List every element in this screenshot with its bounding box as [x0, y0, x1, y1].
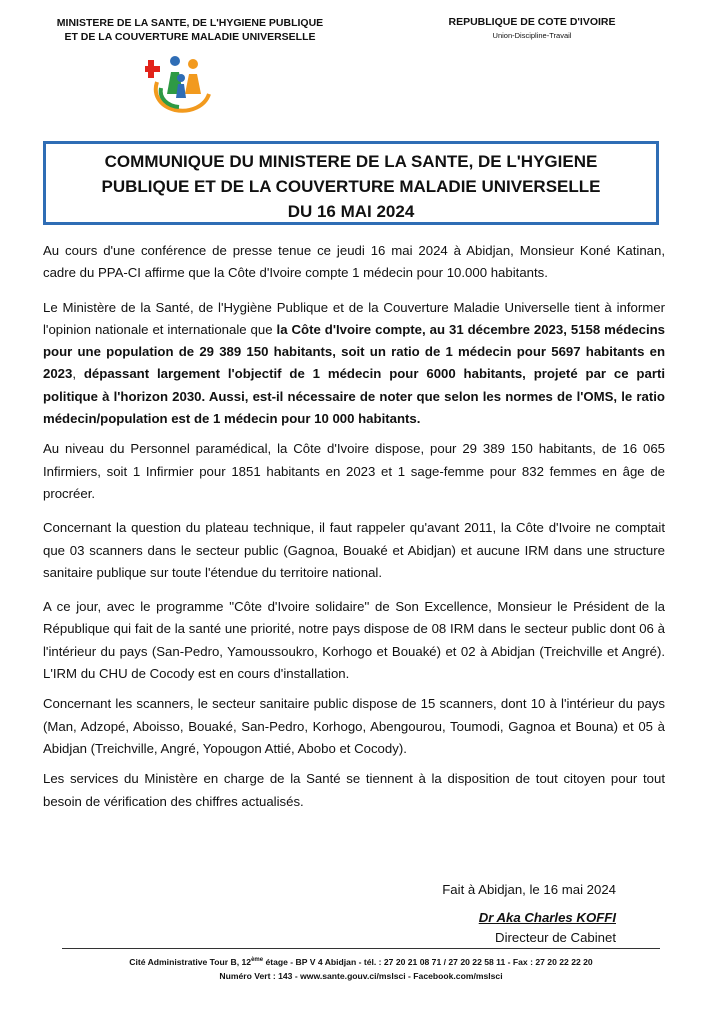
signature-block: [380, 880, 616, 948]
title-line1: COMMUNIQUE DU MINISTERE DE LA SANTE, DE L'HYGIENE: [104, 152, 598, 171]
paragraph-doctor-ratio: [43, 297, 665, 431]
title-line3: DU 16 MAI 2024: [287, 202, 415, 221]
footer-address-a: Cité Administrative Tour B, 12: [129, 956, 252, 967]
p2-bold-stat: la Côte d'Ivoire compte, au 31 décembre 2023, 5158 médecins pour une population de 29 389 150 habitants, soit un ratio de 1 médecin pour 5697 habitants en 2023: [43, 321, 665, 382]
communique-body: [43, 240, 665, 825]
footer-address: [62, 953, 660, 969]
footer-web: Numéro Vert : 143 - www.sante.gouv.ci/mslsci - Facebook.com/mslsci: [219, 970, 503, 981]
republic-motto: Union-Discipline-Travail: [492, 31, 572, 40]
paragraph-verification: Les services du Ministère en charge de la Santé se tiennent à la disposition de tout citoyen pour tout besoin de vérification des chiffres actualisés.: [43, 771, 665, 809]
ministry-name-line2: ET DE LA COUVERTURE MALADIE UNIVERSELLE: [64, 31, 316, 43]
p2-bold-objective: dépassant largement l'objectif de 1 médecin pour 6000 habitants, projeté par ce parti politique à l'horizon 2030. Aussi, est-il nécessaire de noter que selon les normes de l'OMS, le ratio médecin/population est de 1 médecin pour 10 000 habitants.: [43, 366, 666, 427]
signatory-name: Dr Aka Charles KOFFI: [478, 910, 616, 925]
p2-separator: ,: [72, 366, 84, 382]
footer-divider: [62, 948, 660, 949]
footer-address-sup: ème: [251, 957, 264, 963]
title-line2: PUBLIQUE ET DE LA COUVERTURE MALADIE UNIVERSELLE: [101, 177, 601, 196]
republic-name: REPUBLIQUE DE COTE D'IVOIRE: [448, 16, 616, 28]
footer-address-b: étage - BP V 4 Abidjan - tél. : 27 20 21 08 71 / 27 20 22 58 11 - Fax : 27 20 22 22 20: [263, 956, 593, 967]
paragraph-scanners: Concernant les scanners, le secteur sanitaire public dispose de 15 scanners, dont 10 à l'intérieur du pays (Man, Adzopé, Aboisso, Bouaké, San-Pedro, Korhogo, Abengourou, Toumodi, Gagnoa et Bouna) et 05 à Abidjan (Treichville, Angré, Yopougon Attié, Abobo et Cocody).: [43, 696, 665, 756]
paragraph-technical-platform: Concernant la question du plateau technique, il faut rappeler qu'avant 2011, la Côte d'Ivoire ne comptait que 03 scanners dans le secteur public (Gagnoa, Bouaké et Abidjan) et aucune IRM dans une structure sanitaire publique sur toute l'étendue du territoire national.: [43, 520, 665, 580]
ministry-logo-icon: [145, 48, 215, 114]
place-date: Fait à Abidjan, le 16 mai 2024: [442, 882, 616, 897]
paragraph-paramedical: Au niveau du Personnel paramédical, la Côte d'Ivoire dispose, pour 29 389 150 habitants, de 16 065 Infirmiers, soit 1 Infirmier pour 1851 habitants en 2023 et 1 sage-femme pour 832 femmes en âge de procréer.: [43, 441, 665, 501]
p2-intro: Le Ministère de la Santé, de l'Hygiène Publique et de la Couverture Maladie Universelle tient à informer l'opinion nationale et internationale que: [43, 299, 665, 337]
footer-contact: [62, 953, 660, 983]
ministry-header: [40, 16, 340, 44]
paragraph-press-conference: Au cours d'une conférence de presse tenue ce jeudi 16 mai 2024 à Abidjan, Monsieur Koné Katinan, cadre du PPA-CI affirme que la Côte d'Ivoire compte 1 médecin pour 10.000 habitants.: [43, 243, 665, 281]
paragraph-mri: A ce jour, avec le programme ''Côte d'Ivoire solidaire'' de Son Excellence, Monsieur le Président de la République qui fait de la santé une priorité, notre pays dispose de 08 IRM dans le secteur public dont 06 à l'intérieur du pays (San-Pedro, Yamoussoukro, Korhogo et Bouaké) et 02 à Abidjan (Treichville et Angré). L'IRM du CHU de Cocody est en cours d'installation.: [43, 599, 665, 682]
republic-header: [412, 16, 652, 42]
signatory-role: Directeur de Cabinet: [495, 930, 616, 945]
ministry-name-line1: MINISTERE DE LA SANTE, DE L'HYGIENE PUBLIQUE: [56, 17, 324, 29]
communique-title: [43, 141, 659, 225]
